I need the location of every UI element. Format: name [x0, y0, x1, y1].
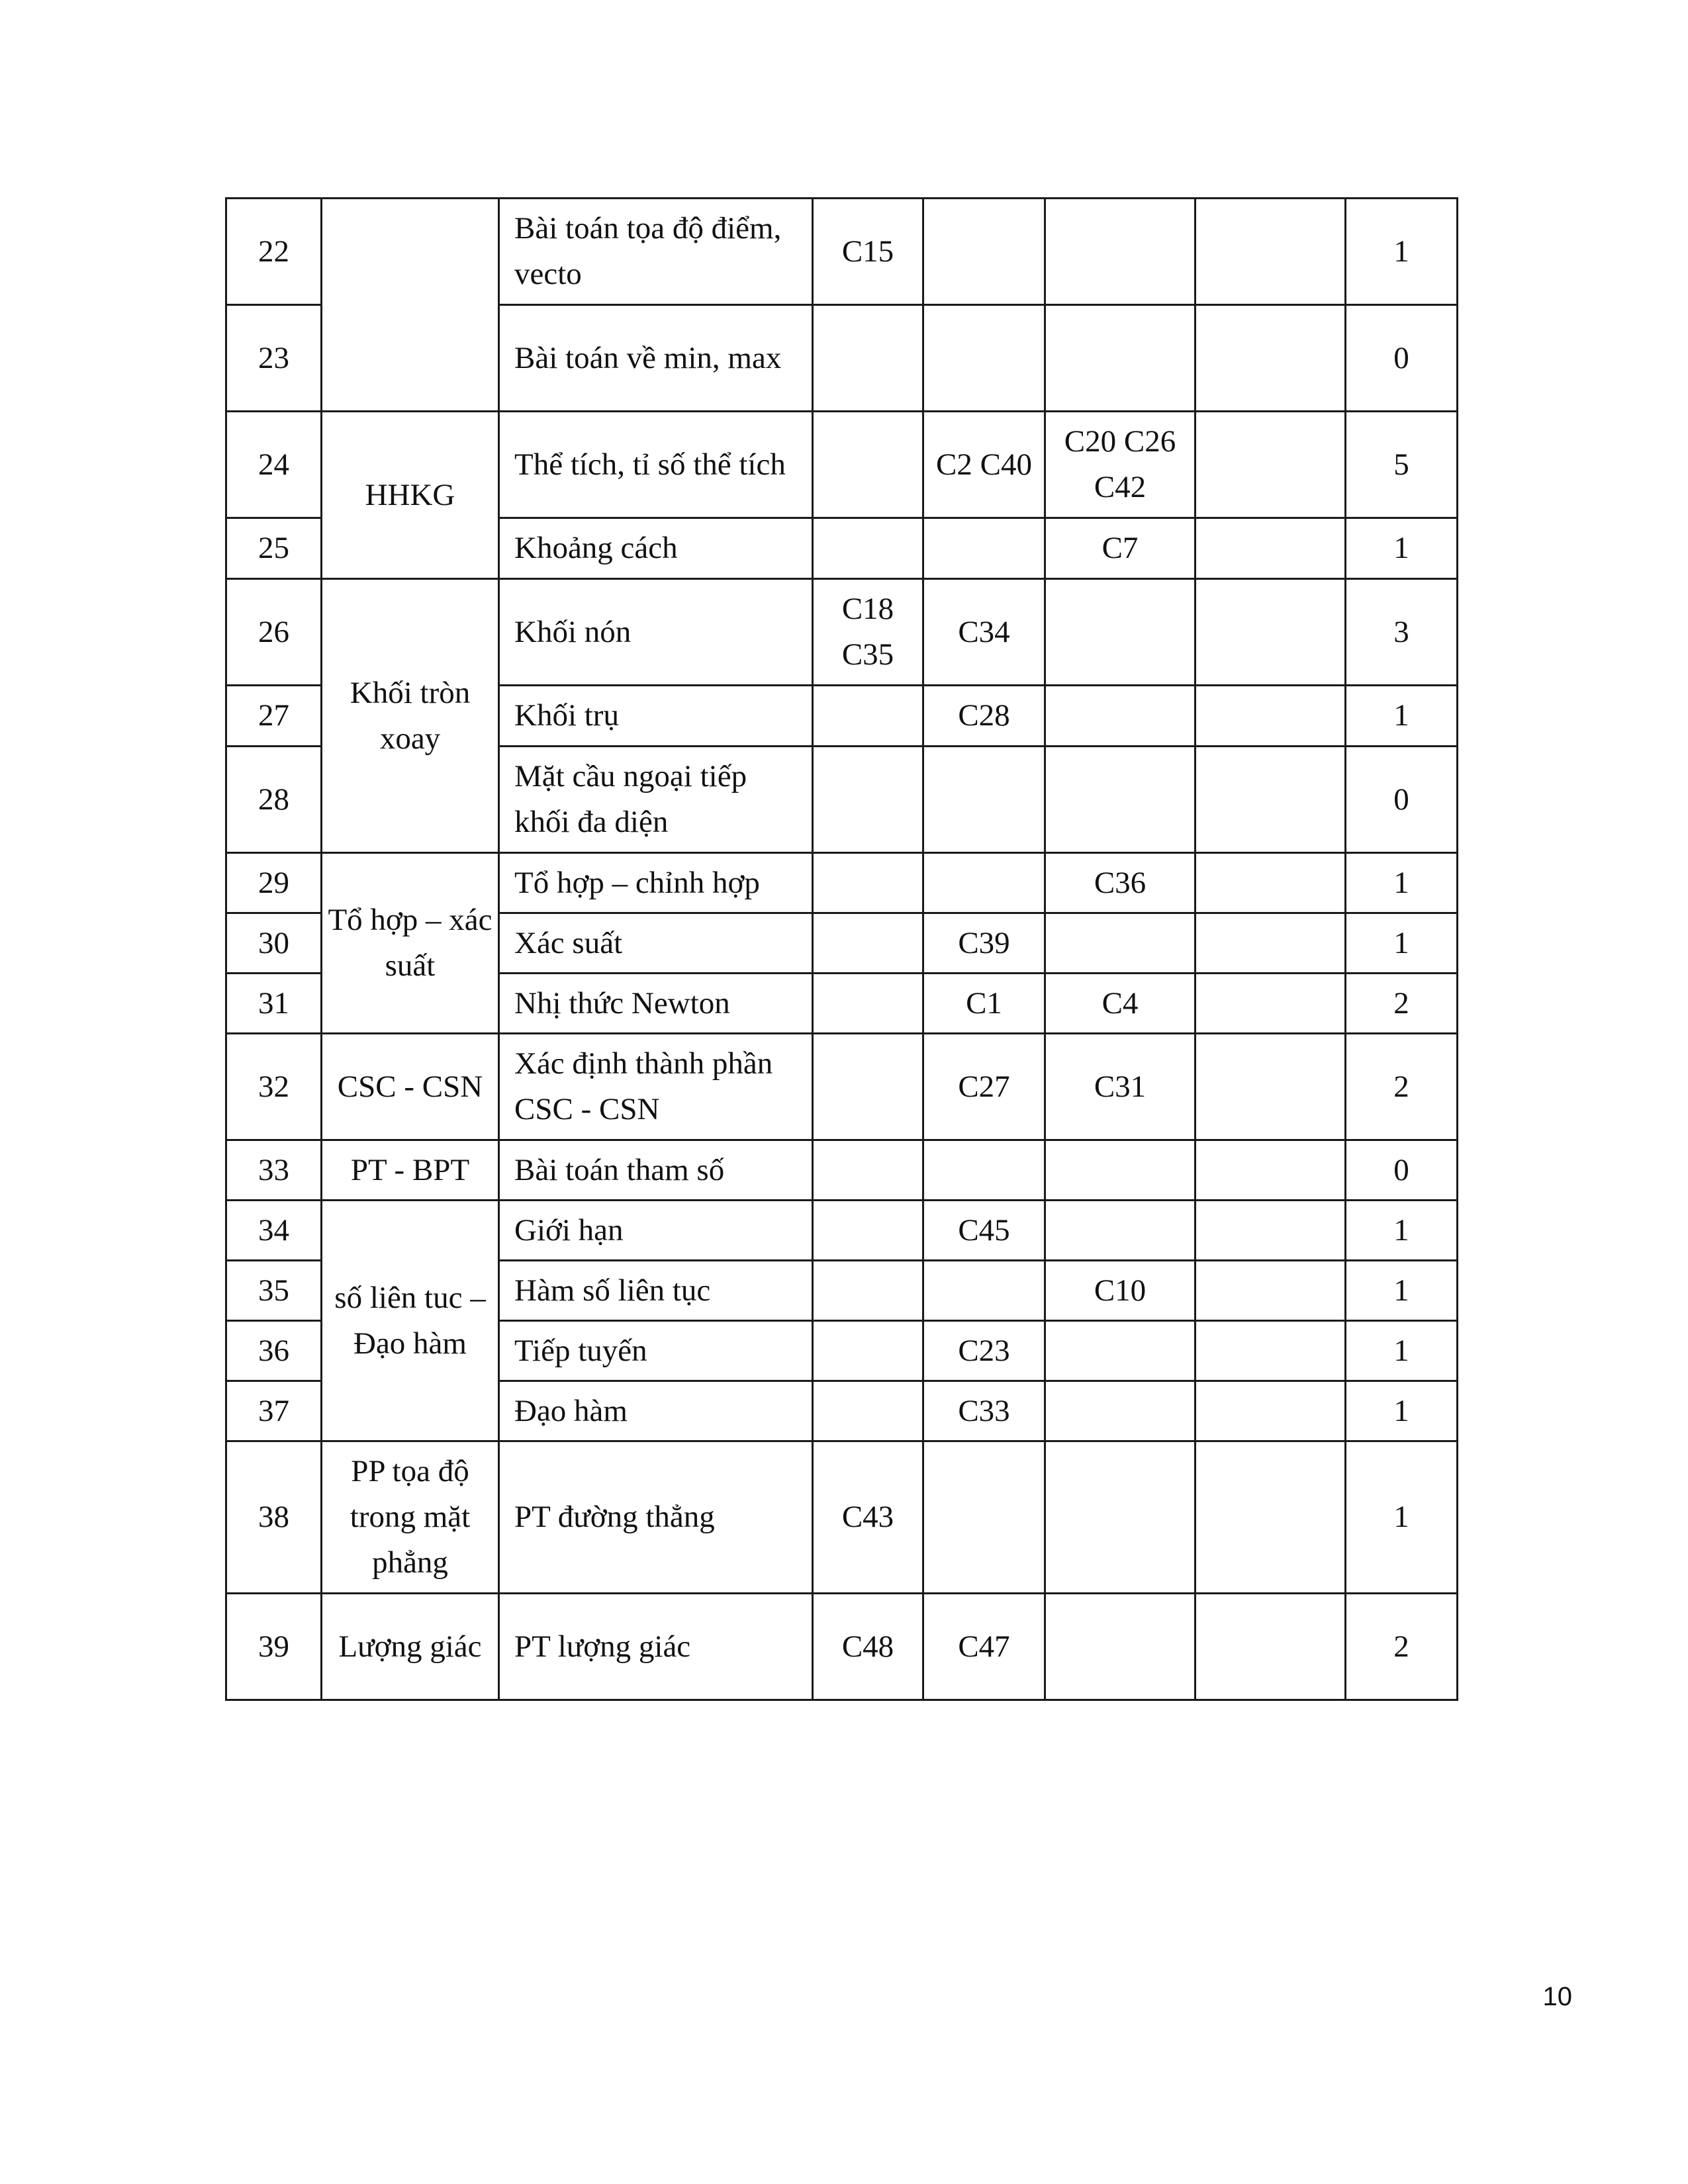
lesson-cell: Khoảng cách — [499, 518, 813, 579]
total-cell: 0 — [1346, 1140, 1458, 1201]
level-4-cell — [1196, 1441, 1346, 1594]
level-4-cell — [1196, 747, 1346, 853]
row-number: 32 — [226, 1034, 322, 1140]
lesson-cell: Bài toán về min, max — [499, 305, 813, 412]
lesson-cell: Khối trụ — [499, 686, 813, 747]
row-number: 28 — [226, 747, 322, 853]
level-4-cell — [1196, 974, 1346, 1034]
topic-cell: Tổ hợp – xác suất — [322, 853, 499, 1034]
level-2-cell: C47 — [923, 1594, 1045, 1700]
level-2-cell: C2 C40 — [923, 412, 1045, 518]
topic-cell: CSC - CSN — [322, 1034, 499, 1140]
table-row — [226, 1594, 1458, 1700]
level-3-cell: C10 — [1045, 1261, 1196, 1321]
level-3-cell — [1045, 1140, 1196, 1201]
lesson-cell: Đạo hàm — [499, 1381, 813, 1441]
level-2-cell: C33 — [923, 1381, 1045, 1441]
level-3-cell — [1045, 199, 1196, 305]
level-2-cell — [923, 1441, 1045, 1594]
level-3-cell — [1045, 1594, 1196, 1700]
row-number: 24 — [226, 412, 322, 518]
level-4-cell — [1196, 1034, 1346, 1140]
topic-cell: PT - BPT — [322, 1140, 499, 1201]
lesson-cell: Xác định thành phần CSC - CSN — [499, 1034, 813, 1140]
topic-cell: số liên tuc – Đạo hàm — [322, 1201, 499, 1441]
level-4-cell — [1196, 579, 1346, 686]
lesson-cell: Giới hạn — [499, 1201, 813, 1261]
level-3-cell — [1045, 1441, 1196, 1594]
lesson-cell: Mặt cầu ngoại tiếp khối đa diện — [499, 747, 813, 853]
topic-cell: PP tọa độ trong mặt phẳng — [322, 1441, 499, 1594]
level-1-cell — [813, 913, 923, 974]
level-2-cell — [923, 305, 1045, 412]
level-2-cell: C23 — [923, 1321, 1045, 1381]
total-cell: 1 — [1346, 686, 1458, 747]
total-cell: 0 — [1346, 747, 1458, 853]
row-number: 36 — [226, 1321, 322, 1381]
level-2-cell: C34 — [923, 579, 1045, 686]
table-row — [226, 1140, 1458, 1201]
level-2-cell: C39 — [923, 913, 1045, 974]
level-1-cell — [813, 747, 923, 853]
level-4-cell — [1196, 853, 1346, 913]
row-number: 38 — [226, 1441, 322, 1594]
total-cell: 1 — [1346, 518, 1458, 579]
total-cell: 0 — [1346, 305, 1458, 412]
level-1-cell: C43 — [813, 1441, 923, 1594]
level-4-cell — [1196, 686, 1346, 747]
total-cell: 1 — [1346, 199, 1458, 305]
level-4-cell — [1196, 1321, 1346, 1381]
row-number: 22 — [226, 199, 322, 305]
row-number: 30 — [226, 913, 322, 974]
level-1-cell — [813, 518, 923, 579]
topic-cell — [322, 199, 499, 412]
lesson-cell: Bài toán tọa độ điểm, vecto — [499, 199, 813, 305]
level-4-cell — [1196, 1201, 1346, 1261]
level-3-cell — [1045, 913, 1196, 974]
level-4-cell — [1196, 1381, 1346, 1441]
level-4-cell — [1196, 199, 1346, 305]
level-1-cell: C15 — [813, 199, 923, 305]
level-1-cell: C48 — [813, 1594, 923, 1700]
level-1-cell — [813, 1201, 923, 1261]
row-number: 31 — [226, 974, 322, 1034]
total-cell: 5 — [1346, 412, 1458, 518]
total-cell: 2 — [1346, 1034, 1458, 1140]
level-1-cell — [813, 1321, 923, 1381]
level-1-cell — [813, 686, 923, 747]
level-2-cell: C45 — [923, 1201, 1045, 1261]
lesson-cell: Bài toán tham số — [499, 1140, 813, 1201]
total-cell: 1 — [1346, 1321, 1458, 1381]
row-number: 37 — [226, 1381, 322, 1441]
lesson-cell: PT lượng giác — [499, 1594, 813, 1700]
topic-cell: Khối tròn xoay — [322, 579, 499, 853]
level-3-cell — [1045, 686, 1196, 747]
level-3-cell: C7 — [1045, 518, 1196, 579]
level-2-cell — [923, 199, 1045, 305]
level-4-cell — [1196, 1594, 1346, 1700]
level-3-cell: C31 — [1045, 1034, 1196, 1140]
level-1-cell — [813, 412, 923, 518]
table-row — [226, 853, 1458, 913]
level-3-cell — [1045, 305, 1196, 412]
lesson-cell: Tổ hợp – chỉnh hợp — [499, 853, 813, 913]
level-3-cell — [1045, 1321, 1196, 1381]
total-cell: 2 — [1346, 1594, 1458, 1700]
total-cell: 2 — [1346, 974, 1458, 1034]
level-2-cell — [923, 518, 1045, 579]
lesson-cell: Hàm số liên tục — [499, 1261, 813, 1321]
level-1-cell: C18 C35 — [813, 579, 923, 686]
total-cell: 1 — [1346, 1441, 1458, 1594]
level-2-cell — [923, 747, 1045, 853]
level-3-cell — [1045, 747, 1196, 853]
topic-cell: HHKG — [322, 412, 499, 579]
level-2-cell — [923, 1140, 1045, 1201]
table-row — [226, 1441, 1458, 1594]
level-3-cell — [1045, 579, 1196, 686]
row-number: 27 — [226, 686, 322, 747]
level-2-cell — [923, 1261, 1045, 1321]
level-2-cell: C1 — [923, 974, 1045, 1034]
total-cell: 3 — [1346, 579, 1458, 686]
level-4-cell — [1196, 518, 1346, 579]
lesson-cell: Nhị thức Newton — [499, 974, 813, 1034]
row-number: 26 — [226, 579, 322, 686]
table-row — [226, 412, 1458, 518]
lesson-cell: Xác suất — [499, 913, 813, 974]
level-1-cell — [813, 853, 923, 913]
page-number: 10 — [1542, 1982, 1572, 2011]
level-3-cell: C36 — [1045, 853, 1196, 913]
total-cell: 1 — [1346, 1381, 1458, 1441]
row-number: 35 — [226, 1261, 322, 1321]
lesson-cell: Tiếp tuyến — [499, 1321, 813, 1381]
level-2-cell: C27 — [923, 1034, 1045, 1140]
level-3-cell: C4 — [1045, 974, 1196, 1034]
row-number: 29 — [226, 853, 322, 913]
lesson-cell: PT đường thẳng — [499, 1441, 813, 1594]
lesson-cell: Thể tích, tỉ số thể tích — [499, 412, 813, 518]
table-row — [226, 199, 1458, 305]
row-number: 23 — [226, 305, 322, 412]
level-3-cell — [1045, 1201, 1196, 1261]
table-row — [226, 1201, 1458, 1261]
row-number: 33 — [226, 1140, 322, 1201]
level-1-cell — [813, 305, 923, 412]
level-1-cell — [813, 1034, 923, 1140]
table-row — [226, 1034, 1458, 1140]
total-cell: 1 — [1346, 1261, 1458, 1321]
lesson-cell: Khối nón — [499, 579, 813, 686]
level-4-cell — [1196, 305, 1346, 412]
level-2-cell — [923, 853, 1045, 913]
level-3-cell — [1045, 1381, 1196, 1441]
question-matrix-table — [225, 197, 1458, 1701]
row-number: 39 — [226, 1594, 322, 1700]
level-1-cell — [813, 974, 923, 1034]
total-cell: 1 — [1346, 913, 1458, 974]
table-row — [226, 579, 1458, 686]
level-1-cell — [813, 1381, 923, 1441]
level-1-cell — [813, 1140, 923, 1201]
level-4-cell — [1196, 913, 1346, 974]
total-cell: 1 — [1346, 853, 1458, 913]
level-4-cell — [1196, 1261, 1346, 1321]
level-3-cell: C20 C26 C42 — [1045, 412, 1196, 518]
total-cell: 1 — [1346, 1201, 1458, 1261]
level-2-cell: C28 — [923, 686, 1045, 747]
level-1-cell — [813, 1261, 923, 1321]
row-number: 34 — [226, 1201, 322, 1261]
topic-cell: Lượng giác — [322, 1594, 499, 1700]
row-number: 25 — [226, 518, 322, 579]
level-4-cell — [1196, 412, 1346, 518]
level-4-cell — [1196, 1140, 1346, 1201]
